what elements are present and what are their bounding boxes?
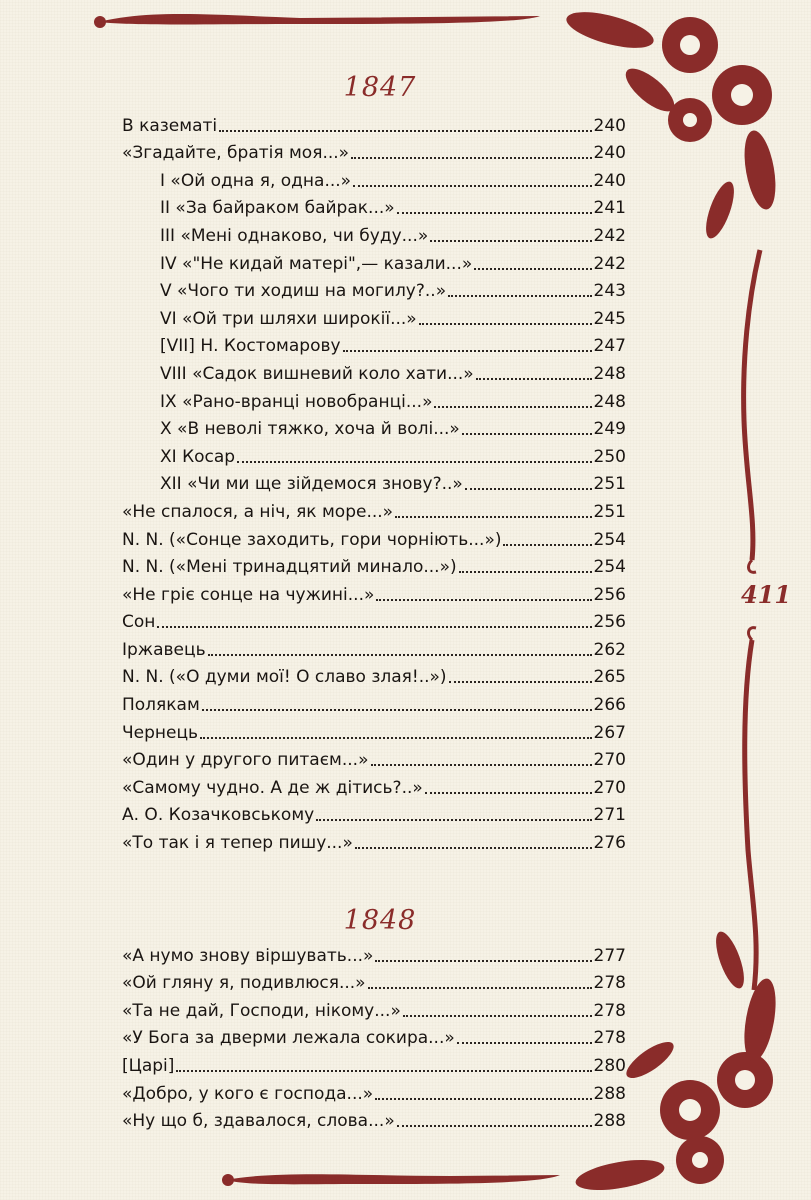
toc-entry-page: 256: [593, 612, 626, 633]
toc-entry-title: Сон: [122, 612, 156, 633]
toc-entry-title: X «В неволі тяжко, хоча й волі...»: [160, 419, 460, 440]
dot-leader: [419, 322, 592, 325]
toc-entry-title: N. N. («Мені тринадцятий минало...»): [122, 557, 457, 578]
toc-entry-title: «У Бога за дверми лежала сокира...»: [122, 1028, 455, 1049]
dot-leader: [355, 846, 592, 849]
toc-entry: [122, 577, 626, 605]
toc-entry-title: [VII] Н. Костомарову: [160, 336, 341, 357]
toc-entry-title: Полякам: [122, 695, 200, 716]
toc-entry-title: IV «"Не кидай матері",— казали...»: [160, 253, 473, 274]
toc-entry-title: Чернець: [122, 722, 199, 743]
dot-leader: [476, 377, 592, 380]
dot-leader: [403, 1014, 592, 1017]
toc-entry: [122, 1076, 626, 1104]
toc-entry-title: VIII «Садок вишневий коло хати...»: [160, 363, 474, 384]
toc-entry-title: VI «Ой три шляхи широкії...»: [160, 308, 417, 329]
toc-entry-page: 265: [593, 667, 626, 688]
toc-entry: [122, 274, 626, 302]
toc-entry-page: 250: [593, 446, 626, 467]
toc-entry-page: 256: [593, 584, 626, 605]
toc-entry-page: 243: [593, 281, 626, 302]
toc-section-1847: [122, 108, 626, 853]
toc-entry-page: 247: [593, 336, 626, 357]
toc-entry-page: 240: [593, 143, 626, 164]
dot-leader: [430, 239, 591, 242]
toc-entry-title: N. N. («Сонце заходить, гори чорніють...»): [122, 529, 502, 550]
toc-entry-title: В казематі: [122, 115, 218, 136]
dot-leader: [368, 986, 592, 989]
toc-entry-page: 240: [593, 115, 626, 136]
dot-leader: [503, 543, 591, 546]
page-number: 411: [740, 580, 792, 609]
toc-entry: [122, 163, 626, 191]
toc-entry-title: Іржавець: [122, 639, 206, 660]
dot-leader: [434, 405, 591, 408]
toc-entry-page: 266: [593, 695, 626, 716]
dot-leader: [208, 653, 592, 656]
dot-leader: [371, 763, 592, 766]
toc-entry: [122, 384, 626, 412]
toc-entry: [122, 770, 626, 798]
toc-entry: [122, 136, 626, 164]
toc-entry: [122, 1104, 626, 1132]
dot-leader: [376, 598, 591, 601]
toc-entry-page: 288: [593, 1111, 626, 1132]
toc-entry: [122, 993, 626, 1021]
toc-entry-title: «Згадайте, братія моя...»: [122, 143, 350, 164]
toc-entry-title: «Не гріє сонце на чужині...»: [122, 584, 375, 605]
toc-entry: [122, 218, 626, 246]
dot-leader: [457, 1041, 592, 1044]
toc-entry: [122, 191, 626, 219]
dot-leader: [219, 129, 591, 132]
toc-entry-page: 241: [593, 198, 626, 219]
dot-leader: [465, 487, 592, 490]
toc-entry-page: 276: [593, 833, 626, 854]
dot-leader: [425, 791, 592, 794]
toc-entry-title: «То так і я тепер пишу...»: [122, 833, 353, 854]
toc-entry-page: 271: [593, 805, 626, 826]
toc-entry-page: 242: [593, 253, 626, 274]
toc-entry-title: «Самому чудно. А де ж дітись?..»: [122, 777, 423, 798]
toc-entry-title: XI Косар: [160, 446, 236, 467]
toc-entry-title: XII «Чи ми ще зійдемося знову?..»: [160, 474, 463, 495]
section-year-heading: 1848: [343, 905, 417, 936]
dot-leader: [375, 1097, 591, 1100]
toc-entry: [122, 660, 626, 688]
toc-entry-title: І «Ой одна я, одна...»: [160, 170, 352, 191]
toc-entry-page: 280: [593, 1055, 626, 1076]
dot-leader: [200, 736, 591, 739]
toc-entry-page: 277: [593, 945, 626, 966]
toc-section-1848: [122, 938, 626, 1131]
toc-entry: [122, 743, 626, 771]
toc-entry-page: 248: [593, 391, 626, 412]
toc-entry-title: «Добро, у кого є господа...»: [122, 1083, 374, 1104]
dot-leader: [375, 959, 591, 962]
toc-entry-page: 248: [593, 363, 626, 384]
toc-entry: [122, 522, 626, 550]
toc-entry-title: IX «Рано-вранці новобранці...»: [160, 391, 433, 412]
toc-entry: [122, 605, 626, 633]
toc-entry-title: «Ой гляну я, подивлюся...»: [122, 973, 366, 994]
toc-entry-title: А. О. Козачковському: [122, 805, 315, 826]
dot-leader: [397, 1124, 592, 1127]
toc-entry-title: N. N. («О думи мої! О славо злая!..»): [122, 667, 447, 688]
toc-entry: [122, 550, 626, 578]
toc-entry-page: 254: [593, 529, 626, 550]
dot-leader: [449, 680, 592, 683]
dot-leader: [459, 570, 592, 573]
toc-entry-page: 288: [593, 1083, 626, 1104]
toc-entry-title: «А нумо знову віршувать...»: [122, 945, 374, 966]
toc-entry: [122, 108, 626, 136]
dot-leader: [316, 818, 591, 821]
toc-entry: [122, 798, 626, 826]
toc-entry-page: 254: [593, 557, 626, 578]
dot-leader: [237, 460, 591, 463]
dot-leader: [351, 156, 591, 159]
toc-entry-title: ІІ «За байраком байрак...»: [160, 198, 395, 219]
dot-leader: [343, 349, 592, 352]
dot-leader: [176, 1069, 591, 1072]
section-year-heading: 1847: [343, 72, 417, 103]
toc-entry-title: V «Чого ти ходиш на могилу?..»: [160, 281, 447, 302]
toc-entry: [122, 1021, 626, 1049]
toc-entry: [122, 825, 626, 853]
dot-leader: [474, 267, 591, 270]
toc-entry: [122, 938, 626, 966]
toc-entry: [122, 439, 626, 467]
toc-entry-title: «Ну що б, здавалося, слова...»: [122, 1111, 395, 1132]
toc-entry-page: 262: [593, 639, 626, 660]
dot-leader: [353, 184, 591, 187]
toc-entry-page: 249: [593, 419, 626, 440]
toc-entry-page: 267: [593, 722, 626, 743]
toc-entry: [122, 1048, 626, 1076]
toc-entry-page: 245: [593, 308, 626, 329]
dot-leader: [448, 294, 591, 297]
dot-leader: [157, 625, 591, 628]
toc-entry: [122, 301, 626, 329]
toc-entry-title: «Не спалося, а ніч, як море...»: [122, 501, 394, 522]
toc-entry: [122, 329, 626, 357]
toc-entry-page: 240: [593, 170, 626, 191]
toc-entry: [122, 356, 626, 384]
toc-entry-page: 270: [593, 777, 626, 798]
toc-entry-page: 242: [593, 225, 626, 246]
dot-leader: [395, 515, 591, 518]
toc-entry-page: 251: [593, 501, 626, 522]
toc-entry-title: «Та не дай, Господи, нікому...»: [122, 1000, 401, 1021]
toc-entry: [122, 715, 626, 743]
toc-entry: [122, 412, 626, 440]
dot-leader: [397, 211, 592, 214]
dot-leader: [202, 708, 592, 711]
toc-entry-page: 270: [593, 750, 626, 771]
toc-entry-title: «Один у другого питаєм...»: [122, 750, 369, 771]
toc-entry-page: 278: [593, 973, 626, 994]
toc-entry: [122, 966, 626, 994]
toc-entry-page: 278: [593, 1028, 626, 1049]
toc-entry-title: ІІІ «Мені однаково, чи буду...»: [160, 225, 429, 246]
dot-leader: [462, 432, 592, 435]
toc-entry: [122, 467, 626, 495]
toc-entry-title: [Царі]: [122, 1055, 175, 1076]
toc-entry-page: 278: [593, 1000, 626, 1021]
toc-entry-page: 251: [593, 474, 626, 495]
toc-entry: [122, 632, 626, 660]
toc-entry: [122, 687, 626, 715]
toc-entry: [122, 494, 626, 522]
toc-entry: [122, 246, 626, 274]
